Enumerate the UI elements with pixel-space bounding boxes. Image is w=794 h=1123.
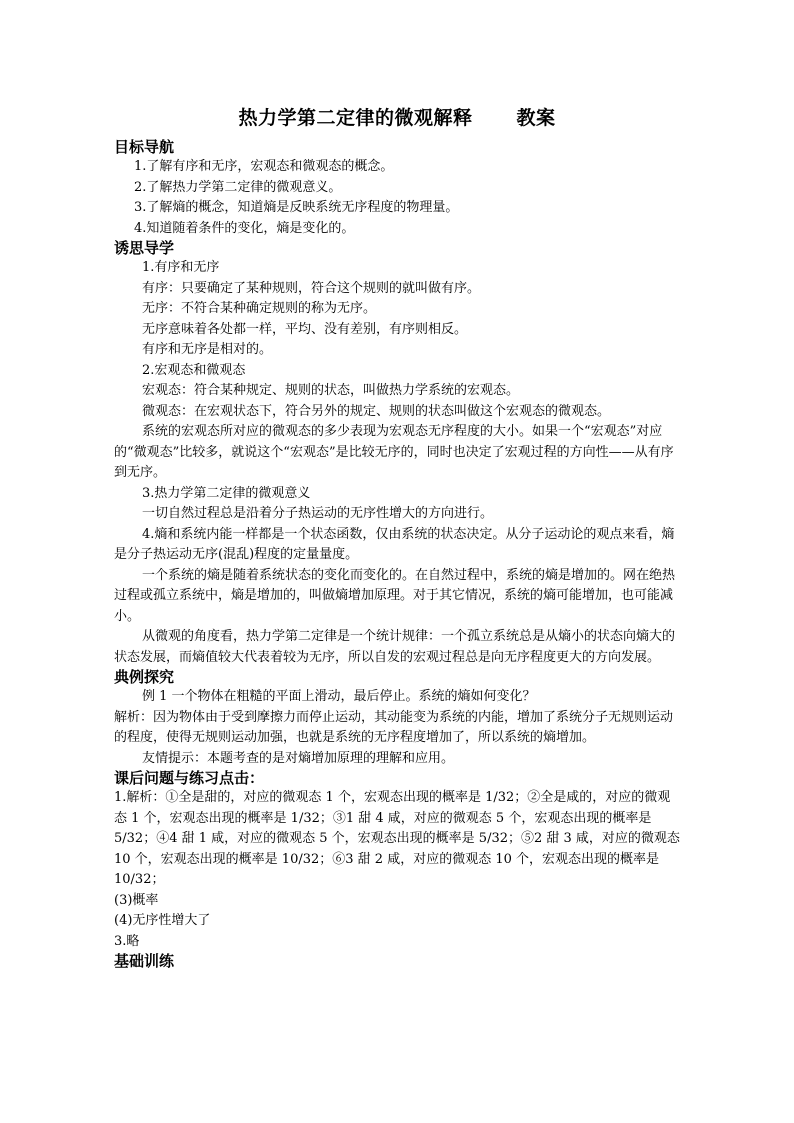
heading-goals: 目标导航	[114, 138, 175, 156]
exercise-answer: 3.略	[114, 933, 140, 949]
document-body	[114, 138, 680, 971]
paragraph: 微观态：在宏观状态下，符合另外的规定、规则的状态叫做这个宏观态的微观态。	[142, 403, 611, 419]
paragraph: 从微观的角度看，热力学第二定律是一个统计规律：一个孤立系统总是从熵小的状态向熵大的状态发展，而熵值较大代表着较为无序，所以自发的宏观过程总是向无序程度更大的方向发展。	[114, 629, 676, 665]
heading-training: 基础训练	[114, 952, 175, 970]
title-suffix: 教案	[516, 107, 556, 129]
paragraph: 一切自然过程总是沿着分子热运动的无序性增大的方向进行。	[142, 506, 494, 521]
paragraph: 有序：只要确定了某种规则，符合这个规则的就叫做有序。	[142, 280, 481, 296]
goal-item: 4.知道随着条件的变化，熵是变化的。	[134, 220, 355, 236]
heading-exercises: 课后问题与练习点击：	[114, 769, 265, 787]
paragraph: 4.熵和系统内能一样都是一个状态函数，仅由系统的状态决定。从分子运动论的观点来看，熵是分子热运动无序(混乱)程度的定量量度。	[114, 526, 675, 562]
heading-guide: 诱思导学	[114, 239, 175, 257]
example-question: 例 1 一个物体在粗糙的平面上滑动，最后停止。系统的熵如何变化？	[142, 689, 536, 704]
example-tip: 友情提示：本题考查的是对熵增加原理的理解和应用。	[142, 750, 455, 766]
paragraph: 宏观态：符合某种规定、规则的状态，叫做热力学系统的宏观态。	[142, 383, 520, 398]
example-analysis: 解析：因为物体由于受到摩擦力而停止运动，其动能变为系统的内能，增加了系统分子无规则运动的程度，使得无规则运动加强，也就是系统的无序程度增加了，所以系统的熵增加。	[114, 709, 674, 745]
title-main: 热力学第二定律的微观解释	[238, 107, 473, 129]
goal-item: 2.了解热力学第二定律的微观意义。	[134, 179, 342, 195]
exercise-answer: (3)概率	[114, 892, 159, 908]
goal-item: 3.了解熵的概念，知道熵是反映系统无序程度的物理量。	[134, 200, 459, 215]
paragraph: 一个系统的熵是随着系统状态的变化而变化的。在自然过程中，系统的熵是增加的。网在绝热过程或孤立系统中，熵是增加的，叫做熵增加原理。对于其它情况，系统的熵可能增加，也可能减小。	[114, 567, 676, 624]
page-title	[114, 103, 680, 130]
paragraph: 无序意味着各处都一样，平均、没有差别，有序则相反。	[142, 321, 468, 337]
paragraph: 无序：不符合某种确定规则的称为无序。	[142, 301, 377, 316]
goal-item: 1.了解有序和无序，宏观态和微观态的概念。	[134, 159, 394, 174]
paragraph: 有序和无序是相对的。	[142, 342, 273, 357]
exercise-answer: 1.解析：①全是甜的，对应的微观态 1 个，宏观态出现的概率是 1/32；②全是咸的，对应的微观态 1 个，宏观态出现的概率是 1/32；③1 甜 4 咸，对应的微观态 5 个，宏观态出现的概率是 5/32；④4 甜 1 咸，对应的微观态 5 个，宏观态出现的概率是 5/32；⑤2 甜 3 咸，对应的微观态 10 个，宏观态出现的概率是 10/32；⑥3 甜 2 咸，对应的微观态 10 个，宏观态出现的概率是 10/32；	[114, 790, 680, 887]
exercise-answer: (4)无序性增大了	[114, 913, 211, 928]
paragraph: 系统的宏观态所对应的微观态的多少表现为宏观态无序程度的大小。如果一个“宏观态”对应的“微观态”比较多，就说这个“宏观态”是比较无序的，同时也决定了宏观过程的方向性——从有序到无序。	[114, 424, 674, 480]
subsection-title: 3.热力学第二定律的微观意义	[142, 485, 311, 501]
subsection-title: 2.宏观态和微观态	[142, 362, 246, 378]
subsection-title: 1.有序和无序	[142, 260, 220, 275]
heading-example: 典例探究	[114, 668, 175, 686]
